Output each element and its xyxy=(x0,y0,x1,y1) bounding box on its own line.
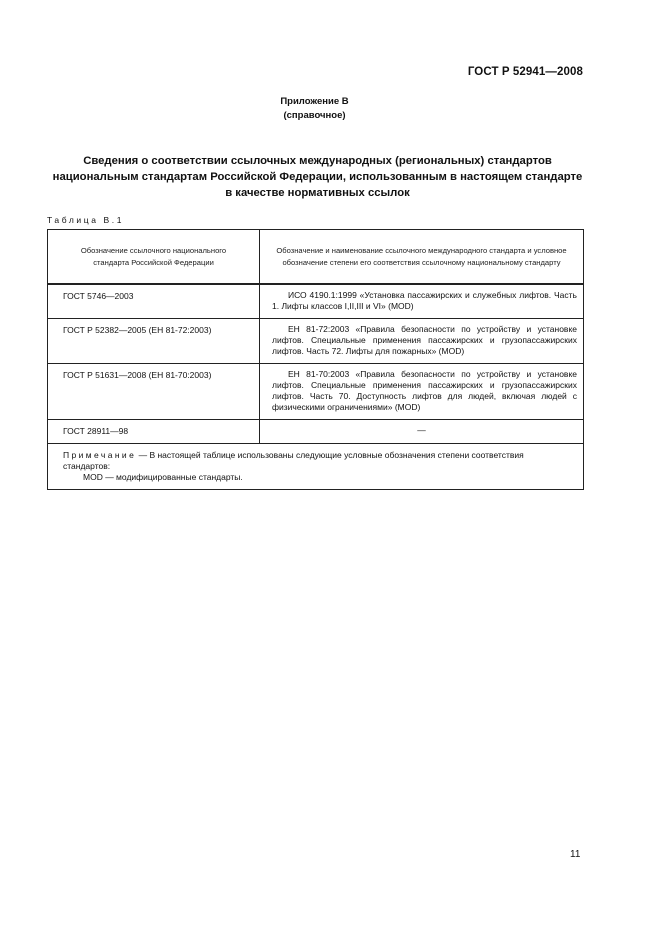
section-title xyxy=(50,153,585,201)
appendix-heading xyxy=(0,95,629,123)
appendix-title: Приложение В xyxy=(280,96,349,107)
table-header-international: Обозначение и наименование ссылочного международного стандарта и условное обозначение степени его соответствия ссылочному национальному стандарту xyxy=(260,230,584,285)
section-title-line-1: Сведения о соответствии ссылочных международных (региональных) стандартов xyxy=(83,155,552,167)
table-note xyxy=(48,444,584,490)
international-standard-cell: ИСО 4190.1:1999 «Установка пассажирских и служебных лифтов. Часть 1. Лифты классов I,II,III и VI» (MOD) xyxy=(260,284,584,319)
note-body: — В настоящей таблице использованы следующие условные обозначения степени соответствия стандартов: xyxy=(63,450,524,471)
national-standard-cell: ГОСТ 28911—98 xyxy=(48,420,260,444)
note-mod-definition: MOD — модифицированные стандарты. xyxy=(83,472,243,482)
national-standard-cell: ГОСТ 5746—2003 xyxy=(48,284,260,319)
national-standard-cell: ГОСТ Р 51631—2008 (ЕН 81-70:2003) xyxy=(48,364,260,420)
international-standard-cell: ЕН 81-72:2003 «Правила безопасности по устройству и установке лифтов. Специальные применения пассажирских и грузопассажирских лифтов. Часть 72. Лифты для пожарных» (MOD) xyxy=(260,319,584,364)
section-title-line-2: национальным стандартам Российской Федерации, использованным в настоящем стандарте xyxy=(52,171,583,183)
page-number: 11 xyxy=(570,849,581,860)
table-note-text xyxy=(63,450,573,472)
table-row xyxy=(48,420,584,444)
table-row xyxy=(48,284,584,319)
note-prefix: Примечание xyxy=(63,450,137,460)
national-standard-cell: ГОСТ Р 52382—2005 (ЕН 81-72:2003) xyxy=(48,319,260,364)
table-header-national: Обозначение ссылочного национального стандарта Российской Федерации xyxy=(48,230,260,285)
international-standard-cell: — xyxy=(260,420,584,444)
standards-correspondence-table xyxy=(47,229,584,490)
table-header-row xyxy=(48,230,584,285)
table-row xyxy=(48,319,584,364)
table-row xyxy=(48,364,584,420)
section-title-line-3: в качестве нормативных ссылок xyxy=(225,187,410,199)
table-label: Таблица В.1 xyxy=(47,215,125,225)
appendix-subtitle: (справочное) xyxy=(283,110,346,121)
table-note-row xyxy=(48,444,584,490)
standard-code: ГОСТ Р 52941—2008 xyxy=(467,66,583,78)
international-standard-cell: ЕН 81-70:2003 «Правила безопасности по устройству и установке лифтов. Специальные применения пассажирских и грузопассажирских лифтов. Часть 70. Доступность лифтов для людей, включая людей с физическими ограничениями» (MOD) xyxy=(260,364,584,420)
